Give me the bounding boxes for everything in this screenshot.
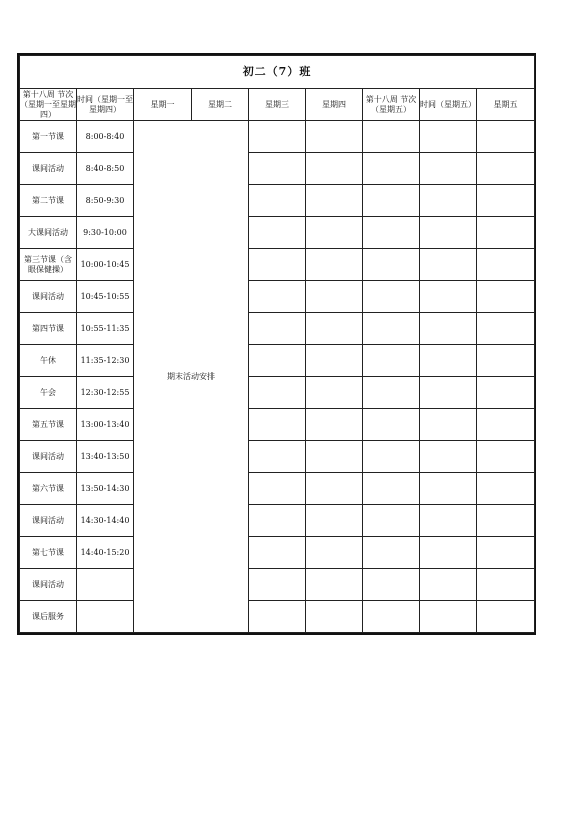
empty-cell <box>249 217 306 249</box>
empty-cell <box>306 121 363 153</box>
empty-cell <box>363 217 420 249</box>
empty-cell <box>420 249 477 281</box>
empty-cell <box>363 377 420 409</box>
time-cell: 8:40-8:50 <box>77 153 134 185</box>
period-cell: 第二节课 <box>20 185 77 217</box>
empty-cell <box>477 377 535 409</box>
empty-cell <box>363 121 420 153</box>
header-cell: 时间（星期五） <box>420 89 477 121</box>
empty-cell <box>477 345 535 377</box>
empty-cell <box>477 409 535 441</box>
period-cell: 课后服务 <box>20 601 77 633</box>
empty-cell <box>249 121 306 153</box>
time-cell: 14:40-15:20 <box>77 537 134 569</box>
empty-cell <box>306 409 363 441</box>
empty-cell <box>477 121 535 153</box>
empty-cell <box>249 409 306 441</box>
header-row <box>20 89 535 121</box>
page-title: 初二（7）班 <box>20 56 535 89</box>
period-cell: 课间活动 <box>20 281 77 313</box>
empty-cell <box>477 313 535 345</box>
empty-cell <box>363 313 420 345</box>
time-cell: 13:40-13:50 <box>77 441 134 473</box>
period-cell: 第三节课（含眼保健操） <box>20 249 77 281</box>
empty-cell <box>306 313 363 345</box>
period-cell: 第六节课 <box>20 473 77 505</box>
empty-cell <box>477 249 535 281</box>
table-row <box>20 345 535 377</box>
time-cell: 12:30-12:55 <box>77 377 134 409</box>
empty-cell <box>477 569 535 601</box>
table-row <box>20 473 535 505</box>
empty-cell <box>306 537 363 569</box>
timetable-sheet <box>17 53 536 635</box>
empty-cell <box>420 345 477 377</box>
empty-cell <box>306 185 363 217</box>
timetable <box>19 55 535 633</box>
empty-cell <box>477 505 535 537</box>
empty-cell <box>306 569 363 601</box>
table-row <box>20 377 535 409</box>
empty-cell <box>477 537 535 569</box>
empty-cell <box>306 441 363 473</box>
empty-cell <box>420 377 477 409</box>
empty-cell <box>420 153 477 185</box>
empty-cell <box>363 505 420 537</box>
empty-cell <box>477 441 535 473</box>
header-cell: 第十八周 节次（星期一至星期四） <box>20 89 76 119</box>
empty-cell <box>420 505 477 537</box>
empty-cell <box>249 441 306 473</box>
empty-cell <box>420 441 477 473</box>
empty-cell <box>477 281 535 313</box>
empty-cell <box>249 185 306 217</box>
table-row <box>20 441 535 473</box>
table-row <box>20 569 535 601</box>
time-cell: 8:00-8:40 <box>77 121 134 153</box>
period-cell: 午休 <box>20 345 77 377</box>
empty-cell <box>306 601 363 633</box>
empty-cell <box>420 409 477 441</box>
empty-cell <box>477 217 535 249</box>
empty-cell <box>249 281 306 313</box>
empty-cell <box>249 601 306 633</box>
empty-cell <box>420 121 477 153</box>
table-row <box>20 281 535 313</box>
time-cell <box>77 569 134 601</box>
period-cell: 课间活动 <box>20 569 77 601</box>
empty-cell <box>363 601 420 633</box>
header-cell: 第十八周 节次（星期五） <box>363 89 420 121</box>
table-row <box>20 249 535 281</box>
table-row <box>20 121 535 153</box>
empty-cell <box>363 345 420 377</box>
period-cell: 课间活动 <box>20 153 77 185</box>
empty-cell <box>420 281 477 313</box>
merged-activity-cell: 期末活动安排 <box>134 121 249 633</box>
empty-cell <box>306 377 363 409</box>
empty-cell <box>249 345 306 377</box>
empty-cell <box>249 505 306 537</box>
header-cell: 星期三 <box>249 89 306 121</box>
period-cell: 大课间活动 <box>20 217 77 249</box>
empty-cell <box>477 601 535 633</box>
empty-cell <box>363 473 420 505</box>
empty-cell <box>363 537 420 569</box>
time-cell: 14:30-14:40 <box>77 505 134 537</box>
header-cell: 星期四 <box>306 89 363 121</box>
empty-cell <box>306 249 363 281</box>
empty-cell <box>249 249 306 281</box>
time-cell: 9:30-10:00 <box>77 217 134 249</box>
time-cell: 10:00-10:45 <box>77 249 134 281</box>
table-row <box>20 185 535 217</box>
time-cell: 11:35-12:30 <box>77 345 134 377</box>
empty-cell <box>249 473 306 505</box>
table-row <box>20 153 535 185</box>
period-cell: 第五节课 <box>20 409 77 441</box>
table-row <box>20 409 535 441</box>
empty-cell <box>477 153 535 185</box>
empty-cell <box>420 537 477 569</box>
empty-cell <box>249 153 306 185</box>
empty-cell <box>363 281 420 313</box>
header-cell: 星期五 <box>477 89 535 121</box>
empty-cell <box>363 569 420 601</box>
period-cell: 午会 <box>20 377 77 409</box>
empty-cell <box>363 153 420 185</box>
empty-cell <box>477 185 535 217</box>
empty-cell <box>306 281 363 313</box>
empty-cell <box>363 185 420 217</box>
empty-cell <box>420 569 477 601</box>
table-row <box>20 505 535 537</box>
time-cell: 13:00-13:40 <box>77 409 134 441</box>
period-cell: 第四节课 <box>20 313 77 345</box>
table-row <box>20 537 535 569</box>
time-cell: 13:50-14:30 <box>77 473 134 505</box>
empty-cell <box>249 537 306 569</box>
header-cell: 时间（星期一至星期四） <box>77 89 134 121</box>
time-cell <box>77 601 134 633</box>
empty-cell <box>306 473 363 505</box>
empty-cell <box>306 217 363 249</box>
period-cell: 第七节课 <box>20 537 77 569</box>
empty-cell <box>363 249 420 281</box>
empty-cell <box>306 345 363 377</box>
empty-cell <box>477 473 535 505</box>
empty-cell <box>420 217 477 249</box>
table-row <box>20 313 535 345</box>
empty-cell <box>420 185 477 217</box>
empty-cell <box>363 409 420 441</box>
empty-cell <box>420 313 477 345</box>
empty-cell <box>420 601 477 633</box>
table-row <box>20 601 535 633</box>
empty-cell <box>363 441 420 473</box>
time-cell: 10:45-10:55 <box>77 281 134 313</box>
empty-cell <box>420 473 477 505</box>
empty-cell <box>306 505 363 537</box>
empty-cell <box>249 569 306 601</box>
period-cell: 课间活动 <box>20 505 77 537</box>
empty-cell <box>249 313 306 345</box>
empty-cell <box>249 377 306 409</box>
period-cell: 第一节课 <box>20 121 77 153</box>
time-cell: 10:55-11:35 <box>77 313 134 345</box>
empty-cell <box>306 153 363 185</box>
table-row <box>20 217 535 249</box>
period-cell: 课间活动 <box>20 441 77 473</box>
header-cell: 星期一 <box>134 89 192 121</box>
time-cell: 8:50-9:30 <box>77 185 134 217</box>
header-cell: 星期二 <box>192 89 249 121</box>
